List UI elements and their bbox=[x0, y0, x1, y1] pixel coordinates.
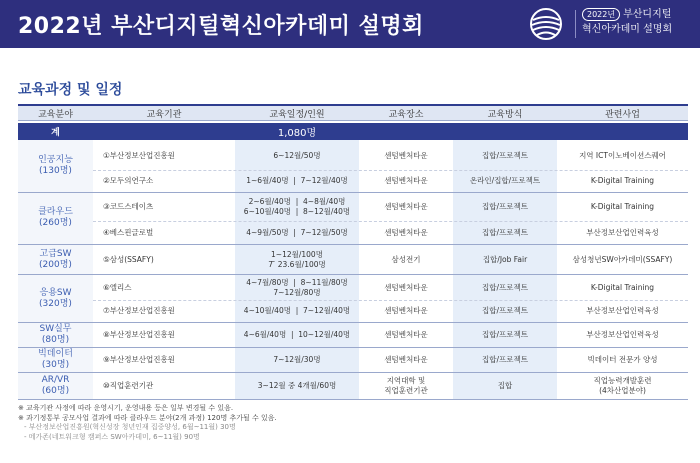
area-label: SW실무 (80명) bbox=[39, 324, 72, 345]
logo-line1: 부산디지털 bbox=[623, 9, 672, 20]
place-cell: 센텀벤처타운 bbox=[384, 330, 428, 339]
place-cell: 센텀벤처타운 bbox=[384, 151, 428, 160]
col-header-area: 교육분야 bbox=[18, 104, 93, 121]
col-header-schedule: 교육일정/인원 bbox=[235, 104, 359, 121]
area-label: 고급SW (200명) bbox=[39, 248, 72, 270]
area-advanced-sw bbox=[18, 246, 93, 273]
total-fill bbox=[453, 123, 557, 140]
method-cell: 집합/프로젝트 bbox=[482, 227, 528, 237]
org-cell: ⑩직업훈련기관 bbox=[103, 381, 154, 390]
col-header-org: 교육기관 bbox=[93, 104, 235, 121]
schedule-cell: 1~6월/40명 | 7~12월/40명 bbox=[246, 176, 348, 185]
schedule-cell: 6~12월/50명 bbox=[273, 151, 321, 160]
globe-logo-icon bbox=[530, 8, 562, 40]
group-divider bbox=[18, 372, 688, 373]
table-bottom-border bbox=[18, 399, 688, 400]
logo-divider bbox=[575, 10, 576, 38]
method-cell: 집합/프로젝트 bbox=[482, 330, 528, 339]
group-divider bbox=[18, 322, 688, 323]
total-fill bbox=[557, 123, 688, 140]
project-cell: 지역 ICT이노베이션스퀘어 bbox=[579, 151, 666, 160]
col-header-project: 관련사업 bbox=[557, 104, 688, 121]
project-cell: K-Digital Training bbox=[590, 282, 655, 292]
place-cell: 지역대학 및 직업훈련기관 bbox=[384, 376, 428, 395]
method-cell: 집합/Job Fair bbox=[482, 254, 528, 264]
schedule-cell: 3~12월 중 4개월/60명 bbox=[257, 381, 337, 390]
place-cell: 센텀벤처타운 bbox=[384, 282, 428, 292]
schedule-cell: 4~7월/80명 | 8~11월/80명 7~12월/80명 bbox=[246, 277, 348, 297]
year-badge: 2022년 bbox=[582, 8, 620, 21]
total-value: 1,080명 bbox=[235, 123, 359, 140]
method-cell: 온라인/집합/프로젝트 bbox=[469, 176, 541, 185]
org-cell: ⑤삼성(SSAFY) bbox=[103, 254, 154, 264]
project-cell: K-Digital Training bbox=[590, 176, 655, 185]
place-cell: 삼성전기 bbox=[391, 254, 421, 264]
org-cell: ②모두의연구소 bbox=[103, 176, 154, 185]
method-cell: 집합/프로젝트 bbox=[482, 282, 528, 292]
area-sw-practice bbox=[18, 324, 93, 346]
org-cell: ①부산정보산업진흥원 bbox=[103, 151, 175, 160]
page-title: 2022년 부산디지털혁신아카데미 설명회 bbox=[18, 14, 424, 39]
project-cell: 빅데이터 전문가 양성 bbox=[587, 355, 658, 364]
schedule-cell: 7~12월/30명 bbox=[273, 355, 321, 364]
org-cell: ⑥엘리스 bbox=[103, 282, 132, 292]
project-cell: 부산정보산업인력육성 bbox=[586, 227, 659, 237]
footnote-detail: - 부산정보산업진흥원(혁신성장 청년인재 집중양성, 6월~11월) 30명 bbox=[24, 423, 236, 431]
section-title: 교육과정 및 일정 bbox=[18, 82, 123, 98]
place-cell: 센텀벤처타운 bbox=[384, 227, 428, 237]
area-bigdata bbox=[18, 349, 93, 371]
schedule-cell: 4~10월/40명 | 7~12월/40명 bbox=[243, 306, 351, 315]
method-cell: 집합/프로젝트 bbox=[482, 355, 528, 364]
footnote: ※ 과기정통부 공모사업 결과에 따라 클라우드 분야(2개 과정) 120명 추가될 수 있음. bbox=[18, 413, 277, 422]
total-fill bbox=[93, 123, 235, 140]
schedule-cell: 4~6월/40명 | 10~12월/40명 bbox=[243, 330, 351, 339]
project-cell: 부산정보산업인력육성 bbox=[586, 306, 659, 315]
project-cell: K-Digital Training bbox=[590, 202, 655, 211]
org-cell: ④베스핀글로벌 bbox=[103, 227, 154, 237]
place-cell: 센텀벤처타운 bbox=[384, 355, 428, 364]
org-cell: ⑧부산정보산업진흥원 bbox=[103, 330, 175, 339]
place-cell: 센텀벤처타운 bbox=[384, 202, 428, 211]
area-label: AR/VR (60명) bbox=[41, 375, 70, 396]
org-cell: ③코드스테이츠 bbox=[103, 202, 154, 211]
method-cell: 집합/프로젝트 bbox=[482, 306, 528, 315]
total-label: 계 bbox=[18, 123, 93, 140]
area-ai bbox=[18, 144, 93, 188]
event-logo bbox=[582, 8, 697, 38]
area-cloud bbox=[18, 196, 93, 240]
org-cell: ⑦부산정보산업진흥원 bbox=[103, 306, 175, 315]
group-divider bbox=[18, 244, 688, 245]
area-ar-vr bbox=[18, 374, 93, 398]
col-header-method: 교육방식 bbox=[453, 104, 557, 121]
group-divider bbox=[18, 347, 688, 348]
footnote-detail: - 메가존(네트워크형 캠퍼스 SW아카데미, 6~11월) 90명 bbox=[24, 432, 200, 441]
total-fill bbox=[359, 123, 453, 140]
logo-line2: 혁신아카데미 설명회 bbox=[582, 24, 673, 35]
area-label: 응용SW (320명) bbox=[39, 288, 72, 309]
project-cell: 삼성청년SW아카데미(SSAFY) bbox=[572, 254, 673, 264]
footnotes bbox=[18, 404, 688, 442]
schedule-cell: 2~6월/40명 | 4~8월/40명 6~10월/40명 | 8~12월/40명 bbox=[243, 197, 351, 216]
col-header-place: 교육장소 bbox=[359, 104, 453, 121]
header-banner bbox=[0, 0, 700, 48]
group-divider bbox=[18, 192, 688, 193]
method-cell: 집합/프로젝트 bbox=[482, 151, 528, 160]
area-label: 클라우드 (260명) bbox=[38, 207, 73, 228]
schedule-cell: 1~12월/100명 7 ̄ 23.6월/100명 bbox=[268, 249, 326, 269]
area-label: 빅데이터 (30명) bbox=[38, 349, 73, 370]
schedule-table bbox=[18, 104, 688, 400]
place-cell: 센텀벤처타운 bbox=[384, 306, 428, 315]
org-cell: ⑨부산정보산업진흥원 bbox=[103, 355, 175, 364]
schedule-cell: 4~9월/50명 | 7~12월/50명 bbox=[246, 227, 348, 237]
method-cell: 집합 bbox=[497, 381, 513, 390]
area-label: 인공지능 (130명) bbox=[38, 155, 73, 176]
method-cell: 집합/프로젝트 bbox=[482, 202, 528, 211]
footnote: ※ 교육기관 사정에 따라 운영시기, 운영내용 등은 일부 변경될 수 있음. bbox=[18, 404, 234, 412]
area-applied-sw bbox=[18, 278, 93, 320]
project-cell: 부산정보산업인력육성 bbox=[586, 330, 659, 339]
group-divider bbox=[18, 274, 688, 275]
place-cell: 센텀벤처타운 bbox=[384, 176, 428, 185]
project-cell: 직업능력개발훈련 (4차산업분야) bbox=[593, 376, 652, 395]
